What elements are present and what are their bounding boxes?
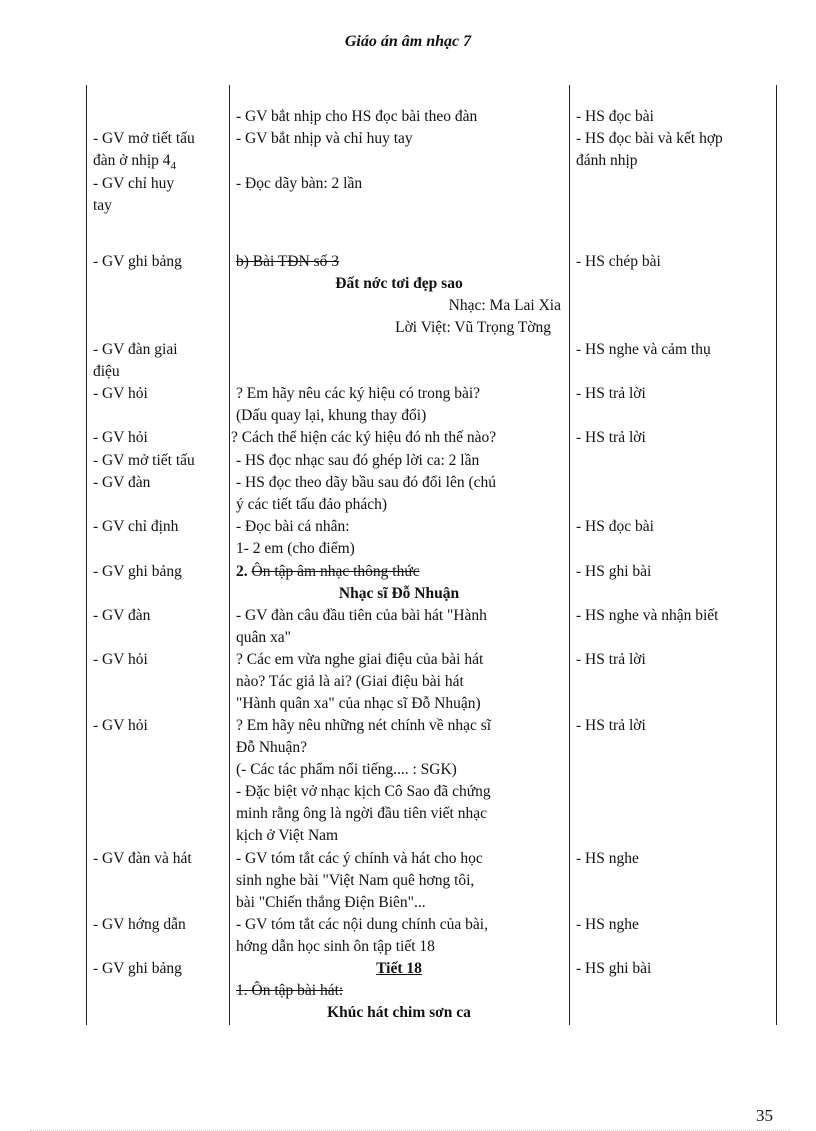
activity-text: Đỗ Nhuận? xyxy=(236,739,308,756)
lyricist-credit: Lời Việt: Vũ Trọng Tờng xyxy=(395,319,551,336)
teacher-activity-text: - GV đàn và hát xyxy=(93,850,192,867)
teacher-activity-text: - GV đàn giai xyxy=(93,341,178,358)
composer-credit: Nhạc: Ma Lai Xia xyxy=(448,297,561,314)
teacher-activity-text: - GV đàn xyxy=(93,607,151,624)
page-number: 35 xyxy=(756,1106,773,1125)
activity-text: quân xa" xyxy=(236,629,291,646)
activity-text: ? Em hãy nêu những nét chính về nhạc sĩ xyxy=(236,717,492,734)
student-activity-text: - HS nghe và cảm thụ xyxy=(576,341,711,358)
activity-text: ? Em hãy nêu các ký hiệu có trong bài? xyxy=(236,385,481,402)
activity-text: ? Các em vừa nghe giai điệu của bài hát xyxy=(236,651,484,668)
student-activity-text: - HS trả lời xyxy=(576,429,646,446)
activity-text: - GV đàn câu đầu tiên của bài hát "Hành xyxy=(236,607,487,624)
teacher-activity-text: đàn ở nhịp $4_4$ xyxy=(93,152,177,173)
section-heading: 1. Ôn tập bài hát: xyxy=(236,982,344,999)
activity-text: hớng dẫn học sinh ôn tập tiết 18 xyxy=(236,938,435,955)
student-activity-text: - HS nghe xyxy=(576,850,639,867)
activity-text: 1- 2 em (cho điểm) xyxy=(236,540,355,557)
teacher-activity-text: - GV đàn xyxy=(93,474,151,491)
teacher-activity-text: - GV ghi bảng xyxy=(93,253,182,270)
teacher-activity-text: tay xyxy=(93,197,112,214)
student-activity-text: - HS trả lời xyxy=(576,651,646,668)
table-border-right xyxy=(776,85,777,1025)
activity-text: kịch ở Việt Nam xyxy=(236,827,339,844)
student-activity-text: - HS đọc bài xyxy=(576,108,654,125)
activity-text: - GV tóm tắt các ý chính và hát cho học xyxy=(236,850,483,867)
student-activity-text: - HS ghi bài xyxy=(576,563,652,580)
activity-text: ? Cách thể hiện các ký hiệu đó nh thế nào? xyxy=(231,429,497,446)
activity-text: - HS đọc theo dãy bầu sau đó đổi lên (chú xyxy=(236,474,496,491)
topic-title: Nhạc sĩ Đỗ Nhuận xyxy=(338,585,460,602)
activity-text: minh rằng ông là ngời đầu tiên viết nhạc xyxy=(236,805,487,822)
activity-text: bài "Chiến thắng Điện Biên"... xyxy=(236,894,426,911)
activity-text: - Đọc dãy bàn: 2 lần xyxy=(236,175,363,192)
student-activity-text: - HS trả lời xyxy=(576,717,646,734)
activity-text: sinh nghe bài "Việt Nam quê hơng tôi, xyxy=(236,872,475,889)
activity-text: (Dấu quay lại, khung thay đổi) xyxy=(236,407,427,424)
page-header-title: Giáo án âm nhạc 7 xyxy=(344,33,472,50)
song-title: Khúc hát chim sơn ca xyxy=(327,1004,471,1021)
activity-text: - HS đọc nhạc sau đó ghép lời ca: 2 lần xyxy=(236,452,480,469)
teacher-activity-text: điệu xyxy=(93,363,120,380)
teacher-activity-text: - GV chỉ định xyxy=(93,518,179,535)
section-heading: 2. Ôn tập âm nhạc thông thức xyxy=(236,563,420,580)
teacher-activity-text: - GV hỏi xyxy=(93,717,148,734)
student-activity-text: - HS ghi bài xyxy=(576,960,652,977)
teacher-activity-text: - GV ghi bảng xyxy=(93,960,182,977)
student-activity-text: - HS đọc bài và kết hợp xyxy=(576,130,723,147)
teacher-activity-text: - GV mở tiết tấu xyxy=(93,130,195,147)
lesson-heading: Tiết 18 xyxy=(376,960,422,977)
activity-text: - GV tóm tắt các nội dung chính của bài, xyxy=(236,916,488,933)
table-border-left xyxy=(86,85,87,1025)
student-activity-text: - HS trả lời xyxy=(576,385,646,402)
activity-text: - GV bắt nhịp và chỉ huy tay xyxy=(236,130,413,147)
teacher-activity-text: - GV hỏi xyxy=(93,385,148,402)
teacher-activity-text: - GV hỏi xyxy=(93,651,148,668)
student-activity-text: - HS nghe xyxy=(576,916,639,933)
student-activity-text: - HS chép bài xyxy=(576,253,661,270)
activity-text: nào? Tác giả là ai? (Giai điệu bài hát xyxy=(236,673,464,690)
teacher-activity-text: - GV ghi bảng xyxy=(93,563,182,580)
song-title: Đất nớc tơi đẹp sao xyxy=(335,275,463,292)
student-activity-text: - HS đọc bài xyxy=(576,518,654,535)
section-heading: b) Bài TĐN số 3 xyxy=(236,253,340,270)
teacher-activity-text: - GV hỏi xyxy=(93,429,148,446)
activity-text: - Đọc bài cá nhân: xyxy=(236,518,350,535)
student-activity-text: đánh nhịp xyxy=(576,152,638,169)
activity-text: "Hành quân xa" của nhạc sĩ Đỗ Nhuận) xyxy=(236,695,481,712)
student-activity-text: - HS nghe và nhận biết xyxy=(576,607,719,624)
activity-text: (- Các tác phẩm nổi tiếng.... : SGK) xyxy=(236,761,457,778)
activity-text: - GV bắt nhịp cho HS đọc bài theo đàn xyxy=(236,108,478,125)
teacher-activity-text: - GV hớng dẫn xyxy=(93,916,186,933)
table-column-divider-2 xyxy=(569,85,570,1025)
activity-text: - Đặc biệt vở nhạc kịch Cô Sao đã chứng xyxy=(236,783,491,800)
teacher-activity-text: - GV chỉ huy xyxy=(93,175,175,192)
activity-text: ý các tiết tấu đảo phách) xyxy=(236,496,388,513)
teacher-activity-text: - GV mở tiết tấu xyxy=(93,452,195,469)
table-column-divider-1 xyxy=(229,85,230,1025)
